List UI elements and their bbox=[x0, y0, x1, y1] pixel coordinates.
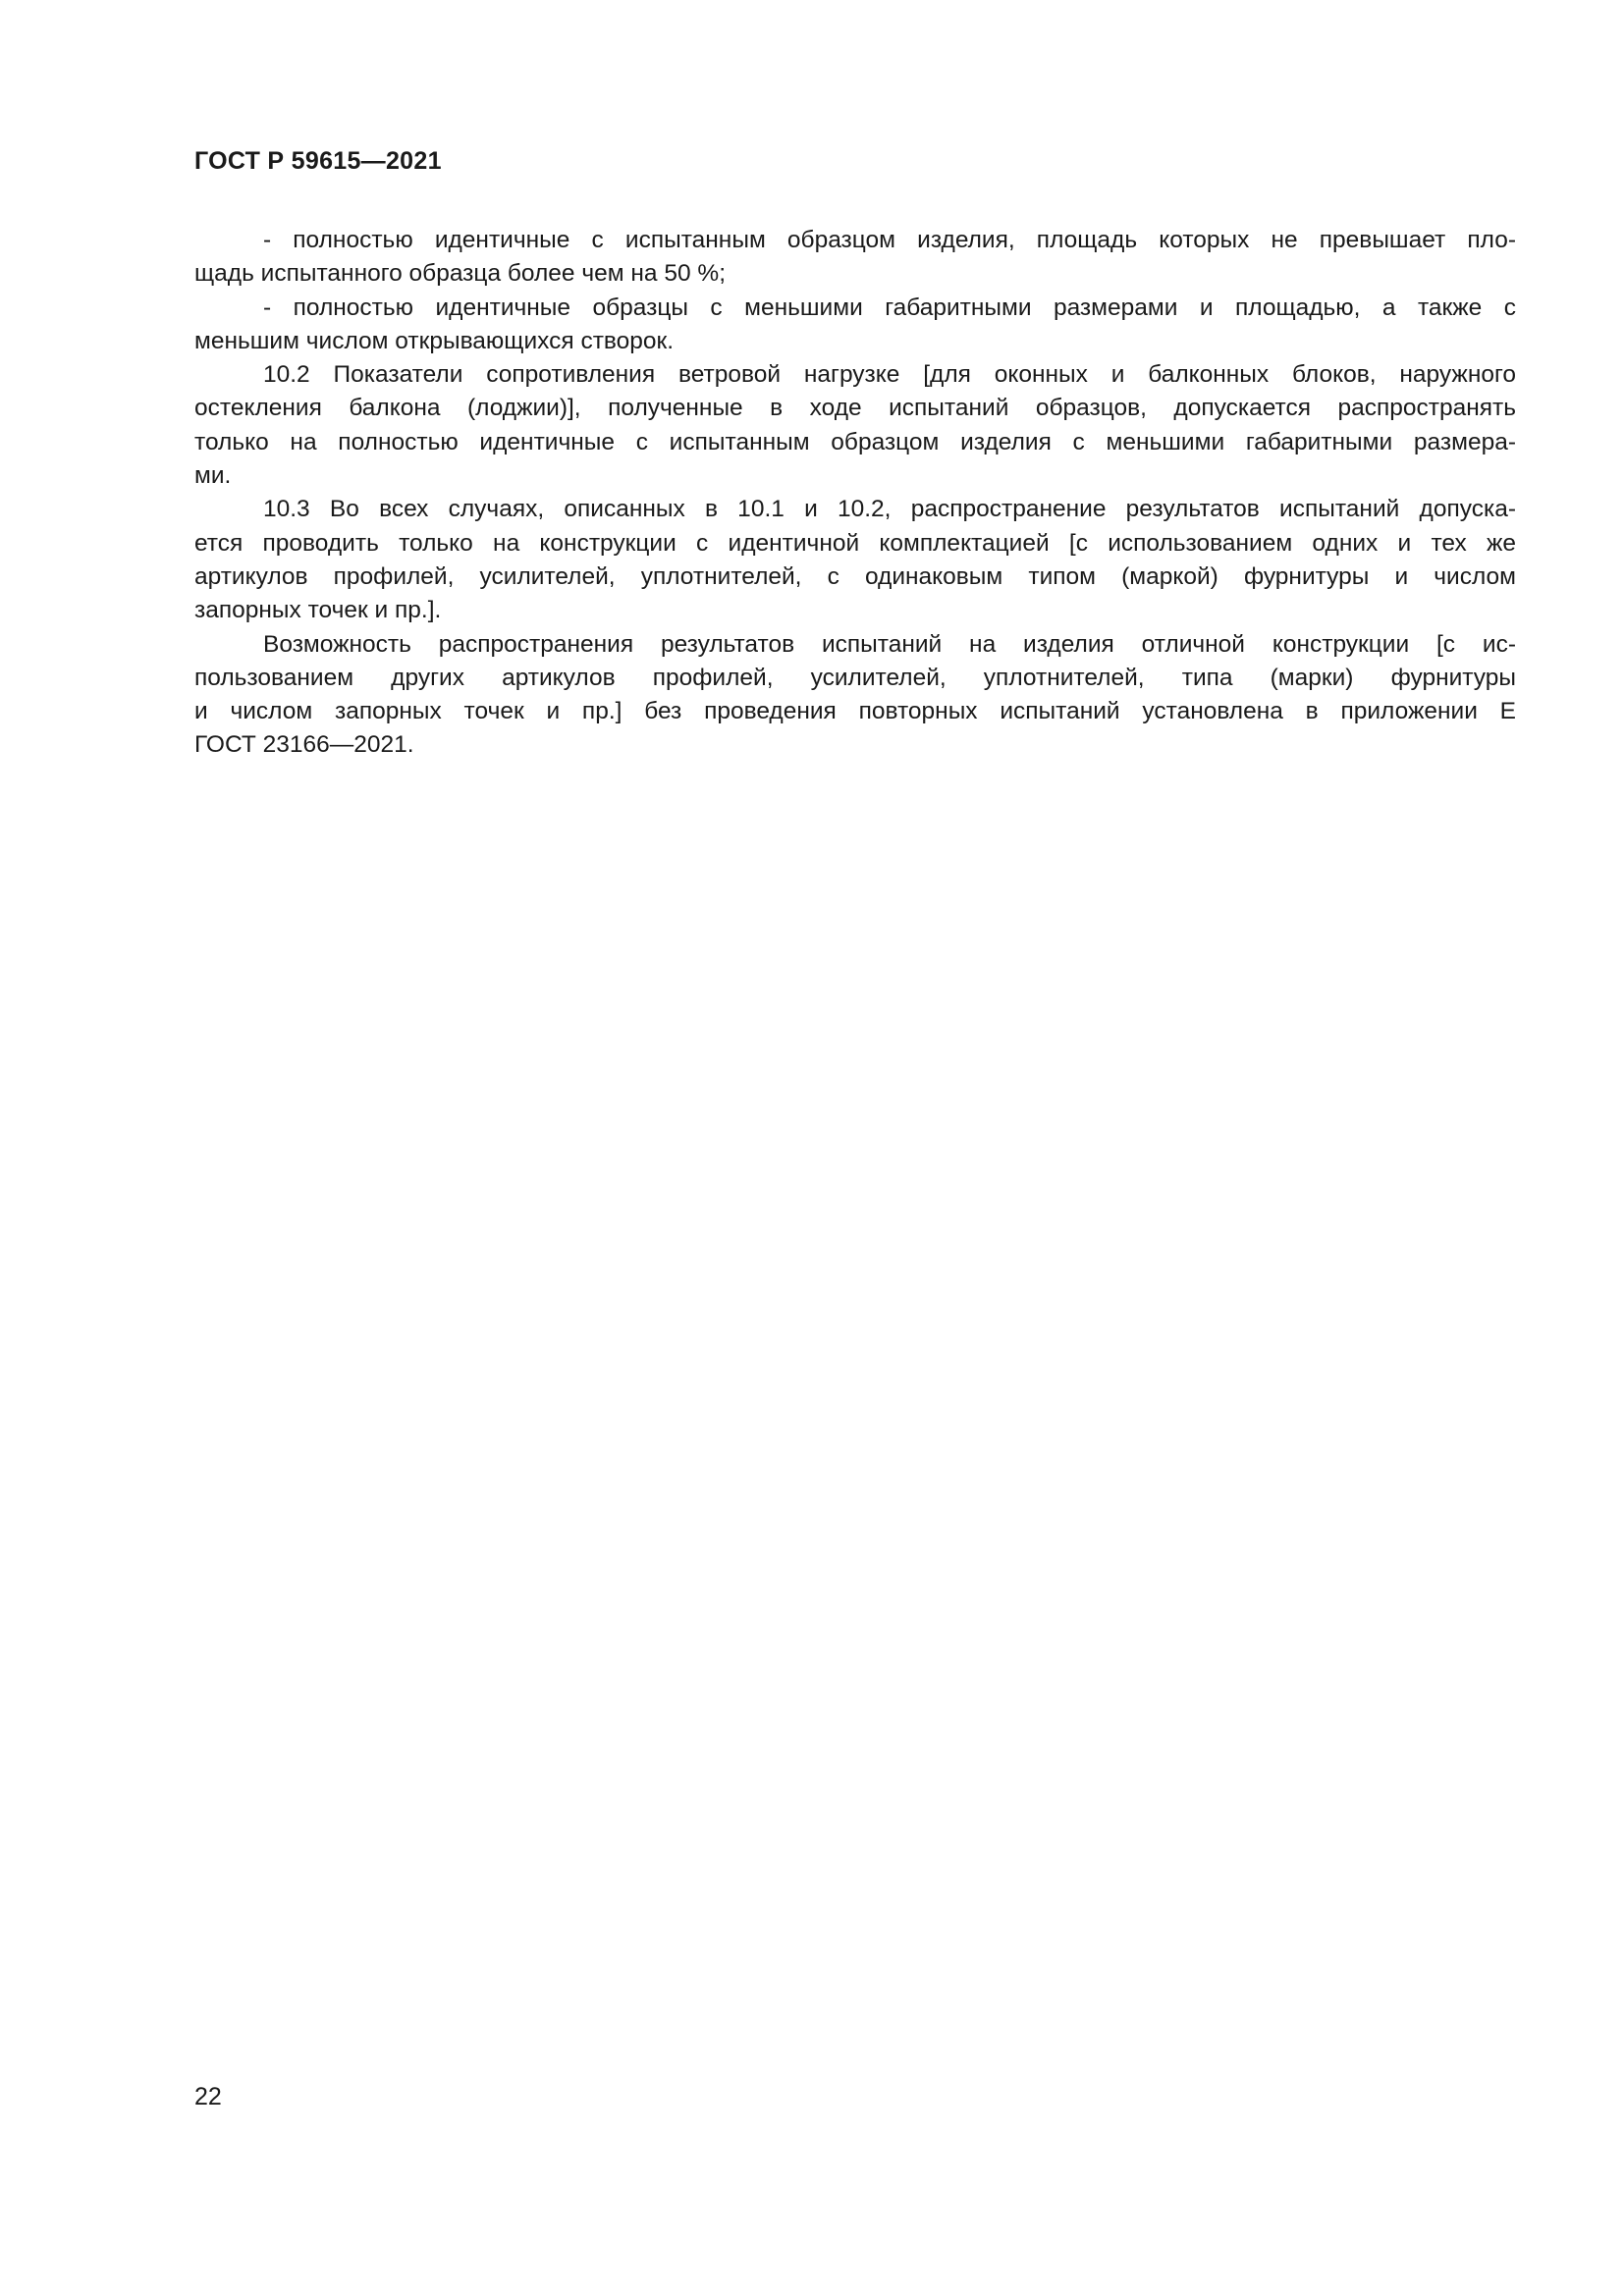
text-line: и числом запорных точек и пр.] без проведения повторных испытаний установлена в приложении Е bbox=[194, 698, 1516, 725]
paragraph-10-3 bbox=[194, 493, 1516, 627]
text-line: ми. bbox=[194, 462, 232, 490]
text-line: - полностью идентичные с испытанным образцом изделия, площадь которых не превышает пло- bbox=[263, 227, 1516, 253]
document-header: ГОСТ Р 59615—2021 bbox=[194, 147, 442, 175]
text-line: пользованием других артикулов профилей, усилителей, уплотнителей, типа (марки) фурнитуры bbox=[194, 664, 1516, 691]
text-line: ется проводить только на конструкции с идентичной комплектацией [с использованием одних и тех же bbox=[194, 529, 1516, 557]
text-line: - полностью идентичные образцы с меньшими габаритными размерами и площадью, а также с bbox=[263, 294, 1516, 321]
paragraph-bullet-1 bbox=[194, 224, 1516, 292]
document-body bbox=[194, 224, 1516, 763]
text-line: ГОСТ 23166—2021. bbox=[194, 731, 414, 759]
text-line: остекления балкона (лоджии)], полученные в ходе испытаний образцов, допускается распространять bbox=[194, 395, 1516, 422]
text-line: меньшим числом открывающихся створок. bbox=[194, 327, 675, 354]
paragraph-possibility bbox=[194, 628, 1516, 763]
page-number: 22 bbox=[194, 2083, 222, 2110]
text-line: запорных точек и пр.]. bbox=[194, 597, 442, 624]
text-line: 10.3 Во всех случаях, описанных в 10.1 и 10.2, распространение результатов испытаний допуска- bbox=[263, 496, 1516, 523]
paragraph-bullet-2 bbox=[194, 292, 1516, 359]
text-line: артикулов профилей, усилителей, уплотнителей, с одинаковым типом (маркой) фурнитуры и числом bbox=[194, 562, 1516, 590]
text-line: только на полностью идентичные с испытанным образцом изделия с меньшими габаритными размера- bbox=[194, 428, 1516, 455]
text-line: Возможность распространения результатов испытаний на изделия отличной конструкции [с ис- bbox=[263, 630, 1516, 658]
text-line: щадь испытанного образца более чем на 50 %; bbox=[194, 260, 727, 288]
paragraph-10-2 bbox=[194, 358, 1516, 493]
text-line: 10.2 Показатели сопротивления ветровой нагрузке [для оконных и балконных блоков, наружного bbox=[263, 361, 1516, 389]
